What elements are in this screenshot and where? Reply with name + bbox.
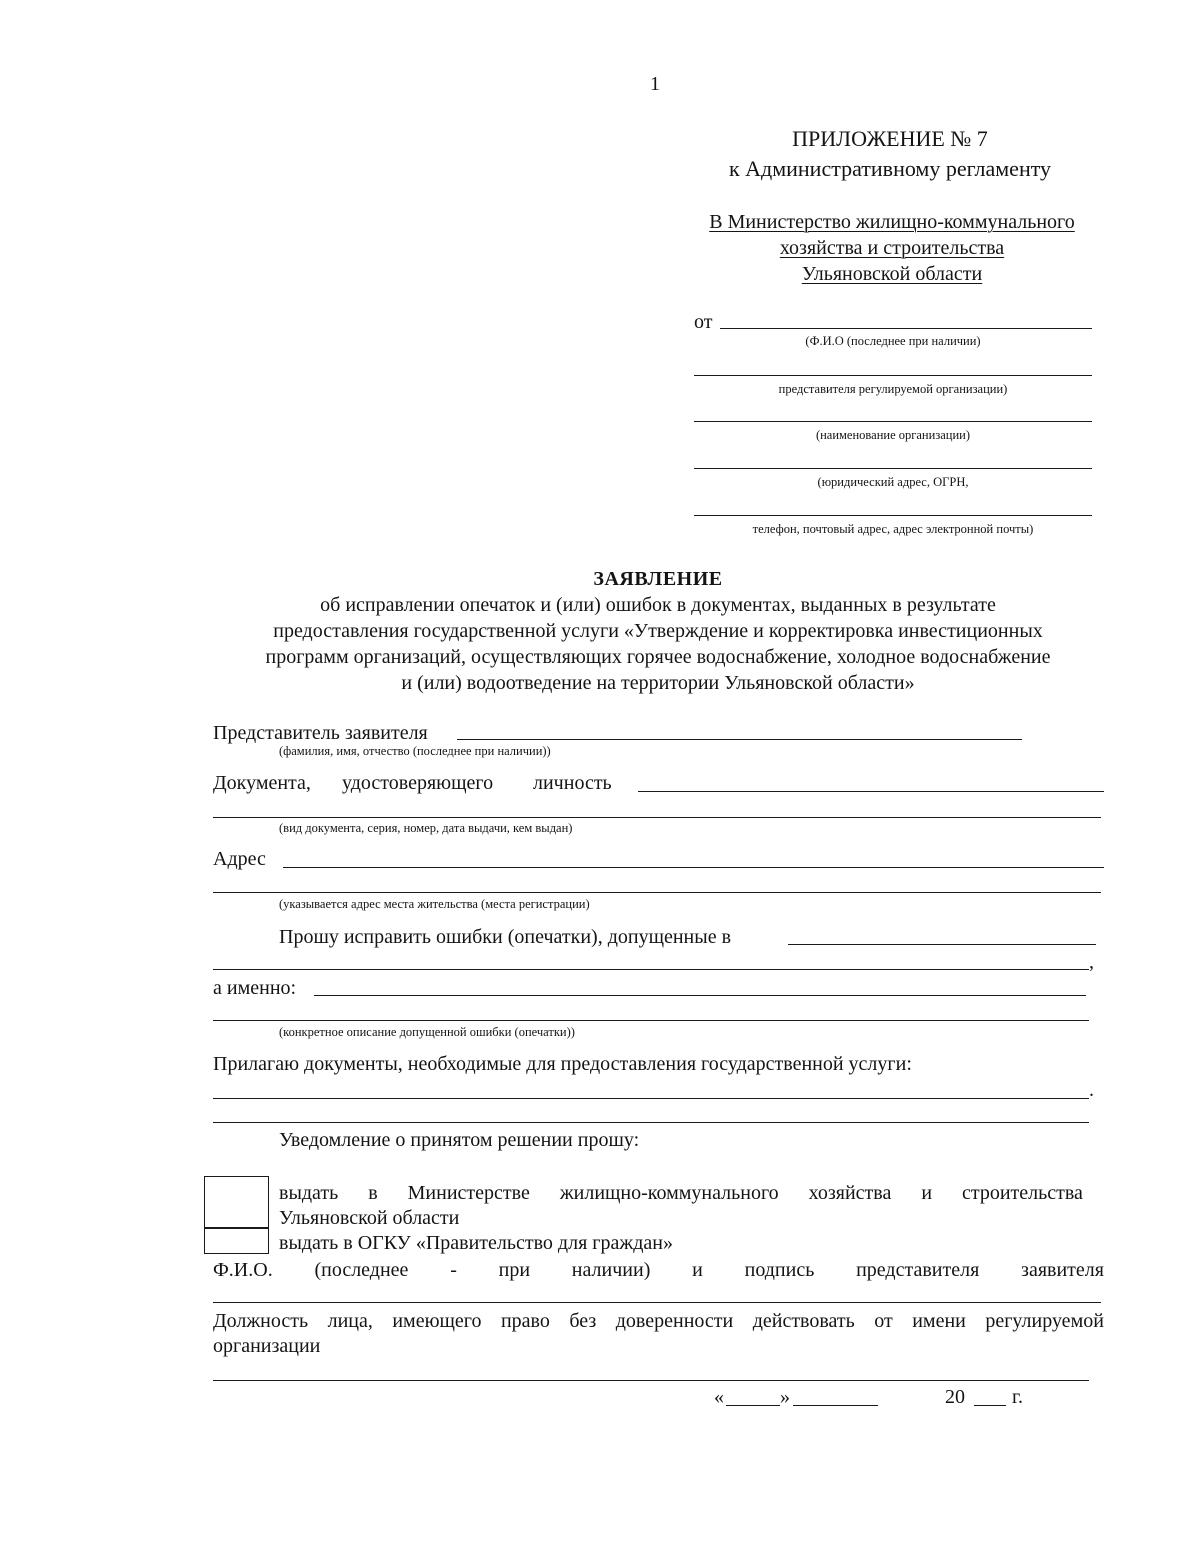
representative-field[interactable]	[694, 375, 1092, 376]
date-open-quote: «	[714, 1386, 724, 1408]
signature-word: и	[692, 1259, 703, 1281]
signature-word: наличии)	[571, 1259, 651, 1281]
signature-word: представителя	[856, 1259, 980, 1281]
position-line-1	[213, 1309, 1104, 1333]
signature-word: подпись	[744, 1259, 815, 1281]
caption-fio: (Ф.И.О (последнее при наличии)	[805, 334, 981, 348]
signature-word: Ф.И.О.	[213, 1259, 273, 1281]
attach-field-1[interactable]	[213, 1098, 1089, 1099]
statement-line-2: предоставления государственной услуги «Утверждение и корректировка инвестиционных	[273, 620, 1043, 642]
signature-word: (последнее	[314, 1259, 409, 1281]
page-number: 1	[650, 73, 660, 95]
position-line-2: организации	[213, 1335, 321, 1357]
statement-line-1: об исправлении опечаток и (или) ошибок в документах, выданных в результате	[320, 594, 996, 616]
option-ministry-line-2: Ульяновской области	[279, 1207, 460, 1229]
checkbox-ogku[interactable]	[204, 1228, 269, 1254]
position-word: лица,	[327, 1310, 373, 1332]
statement-title: ЗАЯВЛЕНИЕ	[593, 568, 723, 590]
signature-field[interactable]	[213, 1302, 1101, 1303]
addressee-line-1: В Министерство жилищно-коммунального	[709, 211, 1075, 233]
representative-name-field[interactable]	[457, 739, 1022, 740]
position-word: имеющего	[392, 1310, 482, 1332]
attach-dot: .	[1089, 1079, 1094, 1101]
namely-label: а именно:	[213, 977, 297, 999]
id-doc-field-2[interactable]	[213, 817, 1101, 818]
notify-label: Уведомление о принятом решении прошу:	[279, 1129, 640, 1151]
statement-line-4: и (или) водоотведение на территории Ульяновской области»	[401, 672, 915, 694]
id-doc-caption: (вид документа, серия, номер, дата выдачи, кем выдан)	[279, 821, 573, 835]
legal-address-field[interactable]	[694, 468, 1092, 469]
namely-field-1[interactable]	[314, 995, 1086, 996]
date-day-field[interactable]	[726, 1405, 780, 1406]
appendix-subtitle: к Административному регламенту	[728, 156, 1052, 181]
signature-fio-label	[213, 1258, 1104, 1282]
date-year-field[interactable]	[974, 1405, 1006, 1406]
option-ogku: выдать в ОГКУ «Правительство для граждан»	[279, 1232, 673, 1254]
date-year-suffix: г.	[1012, 1386, 1023, 1408]
position-word: без	[569, 1310, 597, 1332]
caption-legal-address: (юридический адрес, ОГРН,	[817, 475, 969, 489]
date-close-quote: »	[780, 1386, 790, 1408]
request-doc-field-1[interactable]	[788, 944, 1096, 945]
from-fio-field[interactable]	[720, 328, 1092, 329]
checkbox-ministry[interactable]	[204, 1176, 269, 1228]
statement-line-3: программ организаций, осуществляющих горячее водоснабжение, холодное водоснабжение	[265, 646, 1051, 668]
option-ministry-word: строительства	[961, 1182, 1083, 1204]
caption-org-name: (наименование организации)	[815, 428, 971, 442]
address-caption: (указывается адрес места жительства (места регистрации)	[279, 897, 590, 911]
id-doc-word-2: удостоверяющего	[342, 772, 494, 794]
caption-representative: представителя регулируемой организации)	[778, 382, 1008, 396]
date-year-prefix: 20	[945, 1386, 965, 1408]
option-ministry-line-1	[279, 1181, 1083, 1205]
option-ministry-word: хозяйства	[808, 1182, 892, 1204]
option-ministry-word: и	[921, 1182, 933, 1204]
representative-label: Представитель заявителя	[213, 722, 428, 744]
position-word: Должность	[213, 1310, 309, 1332]
caption-contacts: телефон, почтовый адрес, адрес электронной почты)	[752, 522, 1034, 536]
request-doc-field-2[interactable]	[213, 969, 1089, 970]
option-ministry-word: жилищно-коммунального	[559, 1182, 779, 1204]
position-word: право	[500, 1310, 550, 1332]
date-month-field[interactable]	[793, 1405, 878, 1406]
request-label: Прошу исправить ошибки (опечатки), допущенные в	[279, 926, 732, 948]
namely-field-2[interactable]	[213, 1020, 1089, 1021]
position-word: действовать	[752, 1310, 855, 1332]
addressee-line-3: Ульяновской области	[801, 263, 983, 285]
signature-word: -	[450, 1259, 457, 1281]
request-comma: ,	[1089, 951, 1094, 973]
representative-caption: (фамилия, имя, отчество (последнее при наличии))	[279, 744, 551, 758]
org-name-field[interactable]	[694, 421, 1092, 422]
namely-caption: (конкретное описание допущенной ошибки (опечатки))	[279, 1025, 575, 1039]
option-ministry-word: в	[368, 1182, 378, 1204]
position-word: от	[874, 1310, 893, 1332]
address-label: Адрес	[213, 848, 266, 870]
attach-field-2[interactable]	[213, 1122, 1089, 1123]
addressee-line-2: хозяйства и строительства	[779, 237, 1005, 259]
address-field-2[interactable]	[213, 892, 1101, 893]
position-word: доверенности	[615, 1310, 734, 1332]
position-word: имени	[912, 1310, 966, 1332]
id-doc-word-3: личность	[533, 772, 612, 794]
signature-word: при	[498, 1259, 531, 1281]
option-ministry-word: Министерстве	[407, 1182, 530, 1204]
appendix-title: ПРИЛОЖЕНИЕ № 7	[792, 126, 988, 151]
contacts-field[interactable]	[694, 515, 1092, 516]
option-ministry-word: выдать	[279, 1182, 339, 1204]
from-label: от	[694, 311, 713, 333]
attach-label: Прилагаю документы, необходимые для предоставления государственной услуги:	[213, 1053, 912, 1075]
position-word: регулируемой	[985, 1310, 1104, 1332]
id-doc-field-1[interactable]	[638, 791, 1104, 792]
position-field[interactable]	[213, 1380, 1089, 1381]
address-field-1[interactable]	[283, 867, 1104, 868]
signature-word: заявителя	[1021, 1259, 1104, 1281]
id-doc-word-1: Документа,	[213, 772, 311, 794]
